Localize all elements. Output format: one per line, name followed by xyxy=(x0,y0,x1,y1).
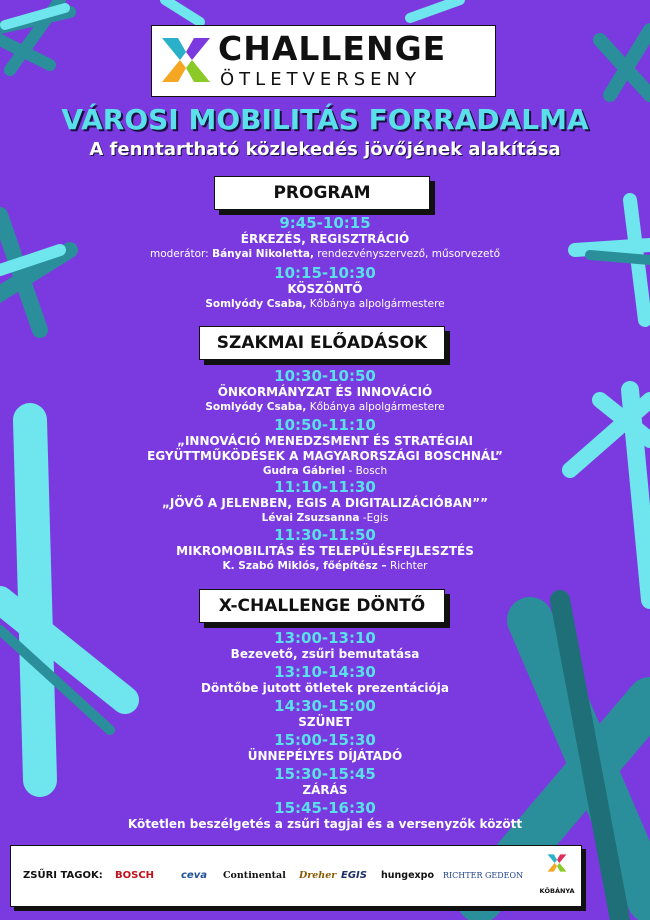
final-title: ZÁRÁS xyxy=(302,783,348,797)
talk-title: ÖNKORMÁNYZAT ÉS INNOVÁCIÓ xyxy=(217,385,433,399)
final-title: Döntőbe jutott ötletek prezentációja xyxy=(200,681,449,695)
sponsor-ceva: ceva xyxy=(181,870,207,881)
talk-time: 10:30-10:50 xyxy=(274,367,376,385)
subheadline: A fenntartható közlekedés jövőjének alakítása xyxy=(89,139,561,160)
sponsor-bosch: BOSCH xyxy=(115,870,155,881)
final-time: 13:10-14:30 xyxy=(274,663,376,681)
logo-subtitle: ÖTLETVERSENY xyxy=(220,69,422,90)
speaker-role: Kőbánya alpolgármestere xyxy=(306,298,445,310)
speaker-role: -Egis xyxy=(359,512,389,524)
final-title: ÜNNEPÉLYES DÍJÁTADÓ xyxy=(247,749,403,763)
speaker-name: K. Szabó Miklós, főépítész – xyxy=(222,560,387,572)
speaker-role: Richter xyxy=(386,560,428,572)
speaker-name: Somlyódy Csaba, xyxy=(205,298,307,310)
talk-speaker xyxy=(0,511,650,525)
speaker-role: rendezvényszervező, műsorvezető xyxy=(313,248,500,260)
sponsor-egis: EGIS xyxy=(341,870,367,881)
final-item xyxy=(0,664,650,696)
talk-time: 11:10-11:30 xyxy=(274,478,376,496)
program-item xyxy=(0,215,650,261)
logo-title: CHALLENGE xyxy=(218,29,447,68)
sponsor-dreher: Dreher xyxy=(299,870,337,881)
section-final-label: X-CHALLENGE DÖNTŐ xyxy=(199,589,445,623)
talk-item xyxy=(0,479,650,525)
speaker-name: Gudra Gábriel xyxy=(262,465,346,477)
final-time: 15:30-15:45 xyxy=(274,765,376,783)
final-item xyxy=(0,766,650,798)
talk-speaker xyxy=(0,464,650,478)
program-time: 9:45-10:15 xyxy=(279,214,371,232)
talk-title: „JÖVŐ A JELENBEN, EGIS A DIGITALIZÁCIÓBAN”” xyxy=(162,496,488,510)
talk-item xyxy=(0,368,650,414)
sponsor-kobanya: KŐBÁNYA xyxy=(539,887,575,895)
talk-time: 10:50-11:10 xyxy=(274,416,376,434)
speaker-prefix: moderátor: xyxy=(149,248,213,260)
speaker-name: Bányai Nikoletta, xyxy=(212,248,314,260)
headline: VÁROSI MOBILITÁS FORRADALMA xyxy=(61,103,589,136)
final-time: 15:00-15:30 xyxy=(274,731,376,749)
speaker-name: Somlyódy Csaba, xyxy=(205,401,307,413)
speaker-role: Kőbánya alpolgármestere xyxy=(306,401,445,413)
program-item xyxy=(0,265,650,311)
talk-title-line1: „INNOVÁCIÓ MENEDZSMENT ÉS STRATÉGIAI xyxy=(177,434,473,448)
program-speaker xyxy=(0,247,650,261)
final-title: Bezevető, zsűri bemutatása xyxy=(230,647,420,661)
program-title: KÖSZÖNTŐ xyxy=(287,282,363,296)
final-item xyxy=(0,630,650,662)
final-item xyxy=(0,800,650,832)
program-title: ÉRKEZÉS, REGISZTRÁCIÓ xyxy=(240,232,410,246)
program-time: 10:15-10:30 xyxy=(274,264,376,282)
talk-title-line2: EGYÜTTMŰKÖDÉSEK A MAGYARORSZÁGI BOSCHNÁL” xyxy=(147,449,503,463)
sponsor-hungexpo: hungexpo xyxy=(381,870,434,881)
final-item xyxy=(0,698,650,730)
talk-speaker xyxy=(0,400,650,414)
talk-speaker xyxy=(0,559,650,573)
final-title: Kötetlen beszélgetés a zsűri tagjai és a versenyzők között xyxy=(127,817,523,831)
kobanya-logo-icon xyxy=(546,852,568,874)
final-time: 15:45-16:30 xyxy=(274,799,376,817)
sponsor-richter: RICHTER GEDEON xyxy=(443,871,524,880)
sponsor-continental: Continental xyxy=(223,870,286,881)
x-logo-icon xyxy=(158,32,214,88)
talk-item xyxy=(0,417,650,478)
final-item xyxy=(0,732,650,764)
section-program-label: PROGRAM xyxy=(214,176,430,210)
talk-title: MIKROMOBILITÁS ÉS TELEPÜLÉSFEJLESZTÉS xyxy=(176,544,474,558)
speaker-role: - Bosch xyxy=(345,465,388,477)
final-time: 14:30-15:00 xyxy=(274,697,376,715)
talk-item xyxy=(0,527,650,573)
challenge-logo xyxy=(151,25,496,97)
jury-label: ZSŰRI TAGOK: xyxy=(23,870,103,881)
section-talks-label: SZAKMAI ELŐADÁSOK xyxy=(199,326,445,360)
talk-time: 11:30-11:50 xyxy=(274,526,376,544)
program-speaker xyxy=(0,297,650,311)
final-title: SZÜNET xyxy=(298,715,352,729)
speaker-name: Lévai Zsuzsanna xyxy=(261,512,360,524)
jury-sponsor-bar xyxy=(10,845,582,907)
final-time: 13:00-13:10 xyxy=(274,629,376,647)
